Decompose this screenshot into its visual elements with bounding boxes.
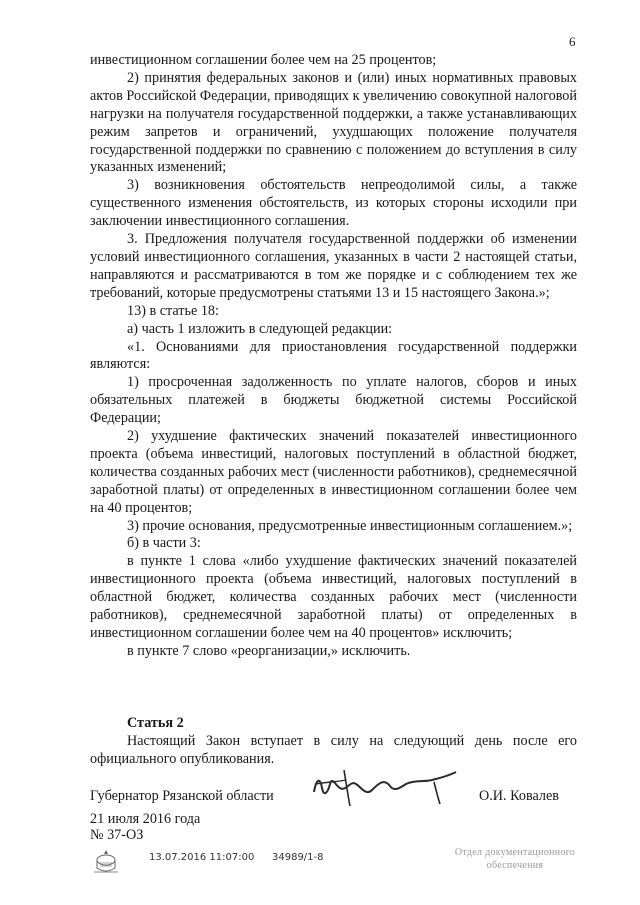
body-paragraph: инвестиционном соглашении более чем на 25 процентов; — [90, 52, 437, 68]
department-stamp — [440, 846, 590, 872]
law-number: № 37-ОЗ — [90, 827, 144, 843]
body-paragraph: 3. Предложения получателя государственной поддержки об изменении условий инвестиционного соглашения, указанных в части 2 настоящей статьи, направляются и рассматриваются в том же порядке и с соблюдением тех же требований, которые предусмотрены статьями 13 и 15 настоящего Закона.»; — [90, 231, 577, 301]
body-paragraph: в пункте 7 слово «реорганизации,» исключить. — [127, 642, 411, 659]
body-paragraph: «1. Основаниями для приостановления государственной поддержки являются: — [90, 338, 577, 373]
article-text: Настоящий Закон вступает в силу на следующий день после его официального опубликования. — [90, 733, 577, 767]
body-paragraph: 2) ухудшение фактических значений показателей инвестиционного проекта (объема инвестиций, налоговых поступлений в областной бюджет, количества созданных рабочих мест (численности работников), среднемесячной заработной платы) от определенных в инвестиционном соглашении более чем на 40 процентов; — [90, 428, 577, 516]
stamp-line-1: Отдел документационного — [454, 847, 576, 858]
signatory-position: Губернатор Рязанской области — [90, 788, 274, 804]
document-body — [90, 52, 577, 661]
body-paragraph: в пункте 1 слова «либо ухудшение фактических значений показателей инвестиционного проекта (объема инвестиций, налоговых поступлений в областной бюджет, количества созданных рабочих мест (численности работников), среднемесячной заработной платы) от определенных в инвестиционном соглашении более чем на 40 процентов» исключить; — [90, 553, 577, 641]
coat-of-arms-icon — [92, 848, 120, 874]
footer-doc-code: 34989/1-8 — [272, 852, 324, 863]
body-paragraph: а) часть 1 изложить в следующей редакции: — [127, 320, 393, 337]
body-paragraph: 3) прочие основания, предусмотренные инвестиционным соглашением.»; — [127, 517, 573, 534]
article-heading: Статья 2 — [127, 715, 184, 731]
footer-timestamp: 13.07.2016 11:07:00 — [149, 852, 255, 863]
handwritten-signature — [306, 762, 466, 808]
body-paragraph: б) в части 3: — [127, 535, 201, 552]
body-paragraph: 1) просроченная задолженность по уплате налогов, сборов и иных обязательных платежей в бюджеты бюджетной системы Российской Федерации; — [90, 374, 577, 427]
body-paragraph: 2) принятия федеральных законов и (или) иных нормативных правовых актов Российской Федерации, приводящих к увеличению совокупной налоговой нагрузки на получателя государственной поддержки, а также устанавливающих режим запретов и ограничений, ухудшающих положение получателя государственной поддержки по сравнению с положением до вступления в силу указанных изменений; — [90, 69, 577, 176]
stamp-line-2: обеспечения — [486, 860, 544, 871]
body-paragraph: 3) возникновения обстоятельств непреодолимой силы, а также существенного изменения обстоятельств, из которых стороны исходили при заключении инвестиционного соглашения. — [90, 177, 577, 230]
page-number: 6 — [569, 34, 576, 49]
signatory-name: О.И. Ковалев — [479, 788, 559, 804]
law-date: 21 июля 2016 года — [90, 811, 201, 827]
body-paragraph: 13) в статье 18: — [127, 302, 219, 319]
